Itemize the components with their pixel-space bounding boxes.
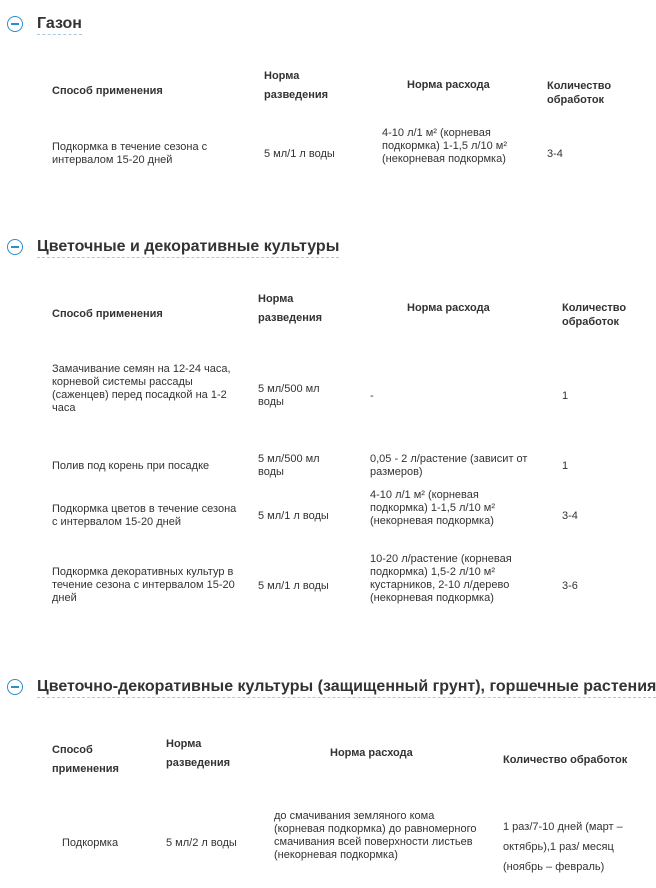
column-header-dilution: Норма разведения	[264, 70, 329, 101]
column-header-dilution: Норма разведения	[166, 738, 231, 769]
collapse-minus-icon[interactable]	[7, 239, 23, 255]
cell-dilution: 5 мл/1 л воды	[258, 580, 329, 592]
column-header-count: Количество обработок	[562, 302, 627, 328]
section-title: Цветочные и декоративные культуры	[37, 236, 339, 258]
cell-rate: 10-20 л/растение (корневая подкормка) 1,5-2 л/10 м² кустарников, 2-10 л/дерево (некорневая подкормка)	[370, 553, 512, 604]
column-header-rate: Норма расхода	[407, 302, 490, 314]
cell-count: 3-6	[562, 580, 578, 592]
cell-rate: 4-10 л/1 м² (корневая подкормка) 1-1,5 л/10 м² (некорневая подкормка)	[370, 489, 495, 527]
cell-count: 3-4	[562, 510, 578, 522]
cell-dilution: 5 мл/1 л воды	[258, 510, 329, 522]
column-header-rate: Норма расхода	[330, 747, 413, 759]
cell-rate: 4-10 л/1 м² (корневая подкормка) 1-1,5 л/10 м² (некорневая подкормка)	[382, 127, 507, 165]
cell-count: 1	[562, 460, 569, 472]
cell-dilution: 5 мл/1 л воды	[264, 148, 335, 160]
cell-count: 1	[562, 390, 569, 402]
cell-count: 3-4	[547, 148, 563, 160]
column-header-method: Способ применения	[52, 744, 119, 775]
column-header-dilution: Норма разведения	[258, 293, 323, 324]
cell-rate: 0,05 - 2 л/растение (зависит от размеров)	[370, 453, 528, 478]
collapse-minus-icon[interactable]	[7, 679, 23, 695]
cell-method: Замачивание семян на 12-24 часа, корневой системы рассады (саженцев) перед посадкой на 1-2 часа	[52, 363, 231, 414]
cell-method: Полив под корень при посадке	[52, 460, 210, 472]
collapse-minus-icon[interactable]	[7, 16, 23, 32]
column-header-method: Способ применения	[52, 85, 163, 97]
cell-method: Подкормка декоративных культур в течение сезона с интервалом 15-20 дней	[52, 566, 235, 604]
column-header-rate: Норма расхода	[407, 79, 490, 91]
cell-method: Подкормка	[62, 837, 119, 849]
cell-dilution: 5 мл/2 л воды	[166, 837, 237, 849]
cell-rate: -	[370, 390, 374, 402]
column-header-count: Количество обработок	[547, 80, 612, 106]
cell-dilution: 5 мл/500 мл воды	[258, 383, 320, 408]
section-title: Цветочно-декоративные культуры (защищенный грунт), горшечные растения	[37, 676, 656, 698]
column-header-method: Способ применения	[52, 308, 163, 320]
cell-count: 1 раз/7-10 дней (март – октябрь),1 раз/ месяц (ноябрь – февраль)	[503, 821, 623, 873]
section-title: Газон	[37, 13, 82, 35]
column-header-count: Количество обработок	[503, 754, 628, 766]
cell-method: Подкормка цветов в течение сезона с интервалом 15-20 дней	[52, 503, 237, 528]
cell-dilution: 5 мл/500 мл воды	[258, 453, 320, 478]
cell-method: Подкормка в течение сезона с интервалом 15-20 дней	[52, 141, 208, 166]
cell-rate: до смачивания земляного кома (корневая подкормка) до равномерного смачивания всей поверхности листьев (некорневая подкормка)	[274, 810, 477, 861]
